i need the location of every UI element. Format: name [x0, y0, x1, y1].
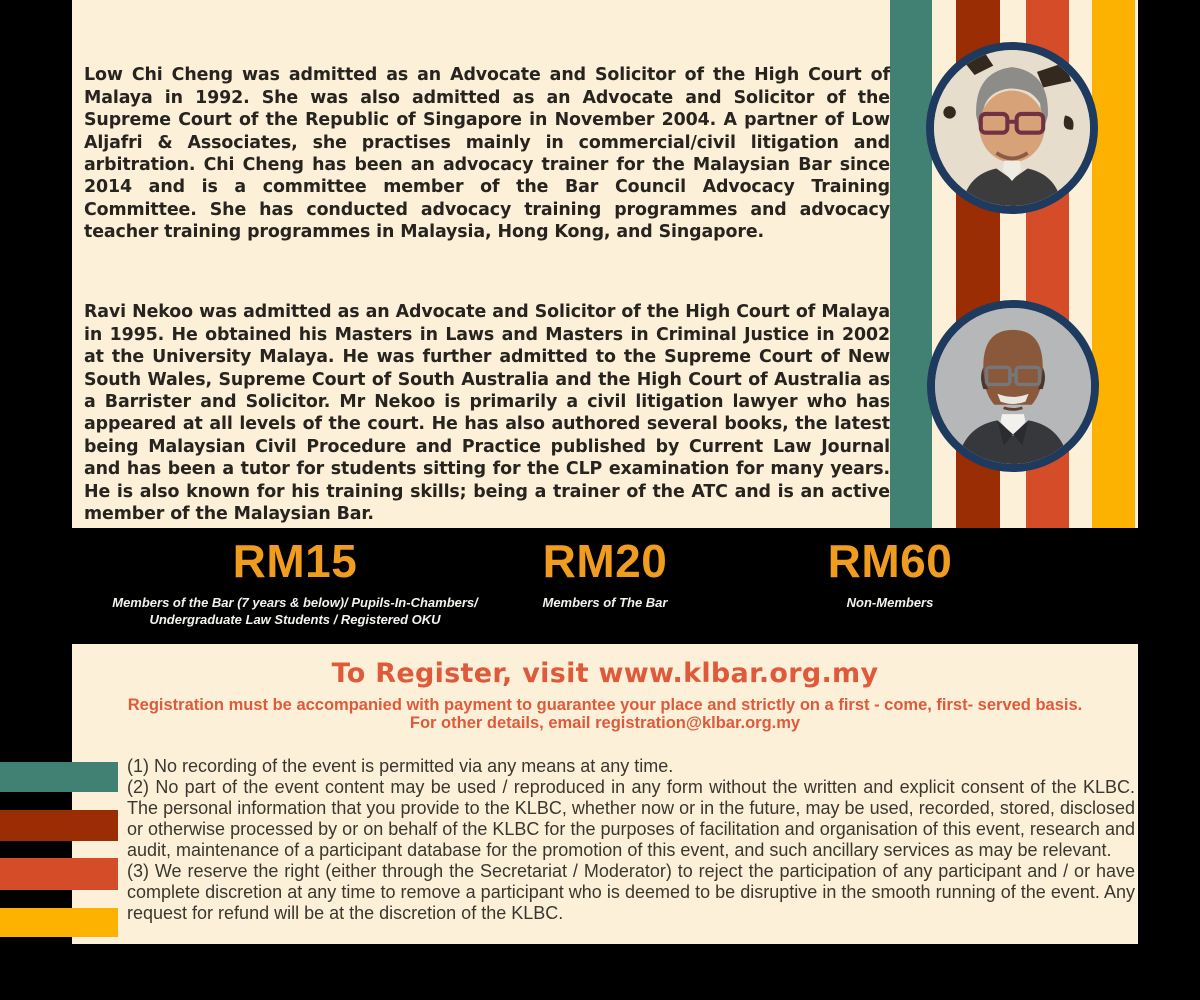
speaker-photo-ravi-nekoo	[927, 300, 1099, 472]
low-chi-cheng-portrait-illustration	[934, 50, 1090, 206]
price-value: RM20	[542, 535, 668, 587]
accent-bar-maroon	[0, 810, 118, 841]
speakers-panel	[72, 0, 1138, 528]
price-value: RM60	[827, 535, 953, 587]
vertical-stripe-teal	[890, 0, 932, 528]
terms-item-3: (3) We reserve the right (either through the Secretariat / Moderator) to reject the participation of any participant and / or have complete discretion at any time to remove a participant who is deemed to be disruptive in the smooth running of the event. Any request for refund will be at the discretion of the KLBC.	[127, 861, 1135, 923]
price-description: Members of the Bar (7 years & below)/ Pupils-In-Chambers/ Undergraduate Law Students / Registered OKU	[112, 595, 478, 627]
bio-low-chi-cheng: Low Chi Cheng was admitted as an Advocate and Solicitor of the High Court of Malaya in 1992. She was also admitted as an Advocate and Solicitor of the Supreme Court of the Republic of Singapore in November 2004. A partner of Low Aljafri & Associates, she practises mainly in commercial/civil litigation and arbitration. Chi Cheng has been an advocacy trainer for the Malaysian Bar since 2014 and is a committee member of the Bar Council Advocacy Training Committee. She has conducted advocacy training programmes and advocacy teacher training programmes in Malaysia, Hong Kong, and Singapore.	[84, 65, 890, 243]
registration-panel	[72, 644, 1138, 944]
vertical-stripe-amber	[1092, 0, 1135, 528]
accent-bar-orange-red	[0, 858, 118, 890]
accent-bar-amber	[0, 908, 118, 937]
terms-item-1: (1) No recording of the event is permitted via any means at any time.	[127, 756, 674, 776]
pricing-section	[0, 528, 1200, 644]
speaker-photo-low-chi-cheng	[926, 42, 1098, 214]
accent-bar-teal	[0, 762, 118, 792]
price-description: Non-Members	[846, 595, 934, 610]
price-description: Members of The Bar	[542, 595, 668, 610]
price-value: RM15	[232, 535, 358, 587]
register-note-line1: Registration must be accompanied with payment to guarantee your place and strictly on a first - come, first- served basis.	[127, 696, 1083, 714]
terms-and-conditions	[127, 756, 1135, 924]
register-heading: To Register, visit www.klbar.org.my	[331, 658, 879, 689]
terms-item-2: (2) No part of the event content may be used / reproduced in any form without the written and explicit consent of the KLBC. The personal information that you provide to the KLBC, whether now or in the future, may be used, recorded, stored, disclosed or otherwise processed by or on behalf of the KLBC for the purposes of facilitation and organisation of this event, research and audit, maintenance of a participant database for the promotion of this event, and such ancillary services as may be relevant.	[127, 777, 1135, 860]
ravi-nekoo-portrait-illustration	[935, 308, 1091, 464]
register-note-line2: For other details, email registration@klbar.org.my	[409, 714, 801, 732]
bio-ravi-nekoo: Ravi Nekoo was admitted as an Advocate and Solicitor of the High Court of Malaya in 1995. He obtained his Masters in Laws and Masters in Criminal Justice in 2002 at the University Malaya. He was further admitted to the Supreme Court of New South Wales, Supreme Court of South Australia and the High Court of Australia as a Barrister and Solicitor. Mr Nekoo is primarily a civil litigation lawyer who has appeared at all levels of the court. He has also authored several books, the latest being Malaysian Civil Procedure and Practice published by Current Law Journal and has been a tutor for students sitting for the CLP examination for many years. He is also known for his training skills; being a trainer of the ATC and is an active member of the Malaysian Bar.	[84, 302, 890, 525]
price-tier-rm60	[680, 536, 1100, 611]
